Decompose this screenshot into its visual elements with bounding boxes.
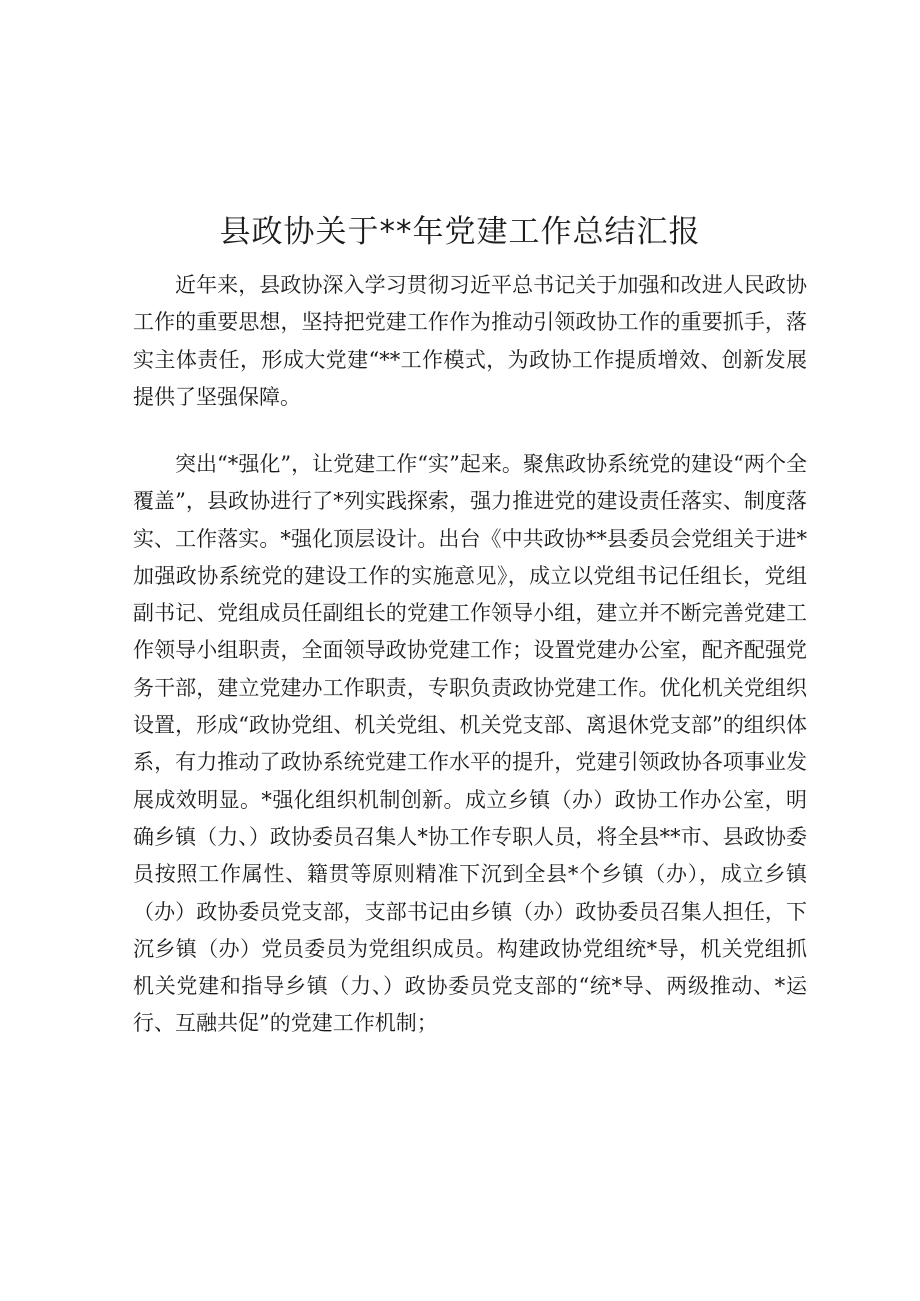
paragraph-body: 突出“*强化”，让党建工作“实”起来。聚焦政协系统党的建设“两个全覆盖”，县政协进行了*列实践探索，强力推进党的建设责任落实、制度落实、工作落实。*强化顶层设计。出台《中共政协**县委员会党组关于进*加强政协系统党的建设工作的实施意见》，成立以党组书记任组长，党组副书记、党组成员任副组长的党建工作领导小组，建立并不断完善党建工作领导小组职责，全面领导政协党建工作；设置党建办公室，配齐配强党务干部，建立党建办工作职责，专职负责政协党建工作。优化机关党组织设置，形成“政协党组、机关党组、机关党支部、离退休党支部”的组织体系，有力推动了政协系统党建工作水平的提升，党建引领政协各项事业发展成效明显。*强化组织机制创新。成立乡镇（办）政协工作办公室，明确乡镇（力、）政协委员召集人*协工作专职人员，将全县**市、县政协委员按照工作属性、籍贯等原则精准下沉到全县*个乡镇（办），成立乡镇（办）政协委员党支部，支部书记由乡镇（办）政协委员召集人担任，下沉乡镇（办）党员委员为党组织成员。构建政协党组统*导，机关党组抓机关党建和指导乡镇（力、）政协委员党支部的“统*导、两级推动、*运行、互融共促”的党建工作机制； (133, 452, 807, 1036)
paragraph-intro: 近年来，县政协深入学习贯彻习近平总书记关于加强和改进人民政协工作的重要思想，坚持把党建工作作为推动引领政协工作的重要抓手，落实主体责任，形成大党建“**工作模式，为政协工作提质增效、创新发展提供了坚强保障。 (133, 273, 807, 409)
document-title: 县政协关于**年党建工作总结汇报 (219, 214, 701, 250)
